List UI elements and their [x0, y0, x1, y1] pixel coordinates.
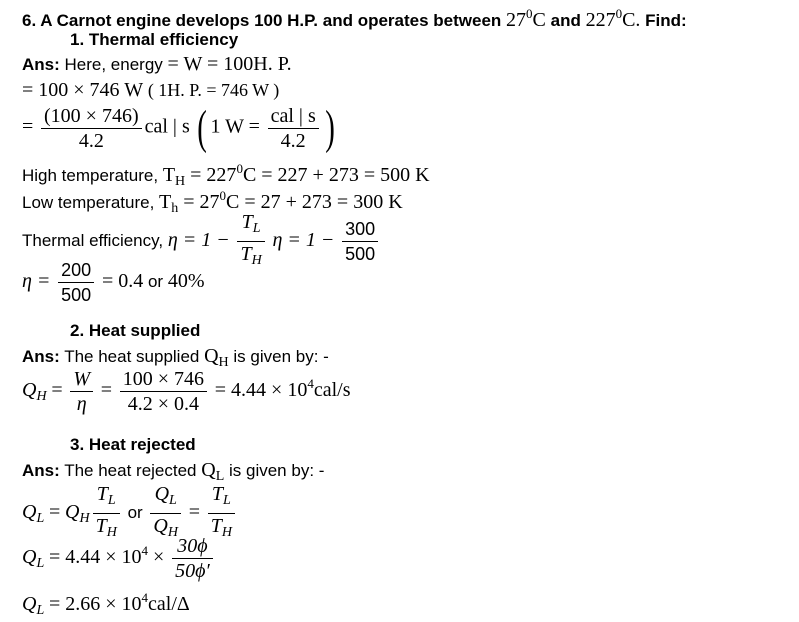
high-eq: = 227 [190, 164, 237, 186]
denominator: 500 [61, 285, 92, 305]
part2-equation-line [22, 367, 350, 416]
intro-end: is given by: - [229, 461, 325, 480]
low-temp-label: Low temperature, [22, 193, 155, 212]
ans-label: Ans: [22, 55, 60, 74]
exponent: 4 [141, 542, 149, 558]
denominator: 4.2 [280, 129, 306, 152]
tl-t: T [96, 483, 108, 505]
unit-c: C [532, 9, 546, 31]
energy-equation: = W = 100H. P. [167, 53, 292, 75]
numerator: 30ϕ [172, 534, 213, 559]
left-paren: ( [197, 101, 208, 154]
intro-text: Here, energy [64, 55, 163, 74]
th-t: T [95, 515, 107, 537]
ql-result: = 2.66 × 10 [48, 593, 142, 615]
numerator: 300 [342, 217, 378, 242]
qh-sub: H [218, 355, 229, 370]
fraction-energy [41, 104, 142, 153]
efficiency-label: Thermal efficiency, [22, 230, 164, 250]
fraction-200-500 [58, 258, 94, 307]
question-text: 6. A Carnot engine develops 100 H.P. and operates between [22, 11, 502, 30]
ql-mid: = 4.44 × 10 [48, 545, 142, 568]
ql-lhs: Q [22, 593, 37, 615]
low-rest: C = 27 + 273 = 300 K [226, 191, 403, 213]
right-paren: ) [324, 101, 335, 154]
temp-low-value: 27 [506, 9, 527, 31]
denominator: 500 [345, 244, 376, 264]
ql-sub: L [215, 469, 225, 484]
tl-sub: L [223, 493, 231, 508]
th-t: T [210, 515, 222, 537]
eta-result: = 0.4 [101, 269, 144, 292]
degree-sup: 0 [219, 188, 227, 203]
find-text: Find: [645, 11, 687, 30]
part1-convert-line [22, 79, 279, 102]
tl-t: T [211, 483, 224, 505]
denominator: 4.2 [78, 129, 104, 152]
exponent: 4 [307, 375, 314, 391]
numerator: cal | s [268, 104, 319, 129]
fraction-300-500-cancel [172, 534, 213, 583]
th-sub: H [221, 525, 232, 540]
or-text: or [127, 502, 143, 522]
numerator: W [70, 367, 93, 392]
equals-sign: = [51, 378, 63, 401]
or-text: or [147, 271, 164, 291]
denominator: 4.2 × 0.4 [127, 393, 200, 415]
convert-equation: = 100 × 746 W [22, 79, 144, 101]
part3-heading: 3. Heat rejected [70, 435, 196, 454]
part1-heading: 1. Thermal efficiency [70, 30, 239, 49]
high-temp-label: High temperature, [22, 166, 159, 185]
denominator: η [76, 393, 87, 415]
and-text: and [550, 11, 581, 30]
qh-symbol: Q [204, 345, 219, 367]
unit: cal/s [313, 378, 351, 401]
qh-symbol: Q [65, 500, 80, 523]
degree-sup: 0 [615, 6, 623, 21]
unit-cal: cal | s [144, 115, 190, 138]
unit: cal/Δ [148, 593, 190, 615]
question-heading [22, 3, 687, 32]
ql-lhs-sub: L [36, 603, 45, 618]
high-rest: C = 227 + 273 = 500 K [242, 164, 430, 186]
ans-label: Ans: [22, 461, 60, 480]
qh-sub: H [79, 510, 90, 526]
equals-sign: = [48, 500, 61, 523]
ql-symbol: Q [201, 459, 216, 481]
tl-sub: L [252, 221, 261, 236]
ql-lhs: Q [22, 545, 37, 568]
qh-sub: H [167, 525, 178, 540]
tl-sub: h [171, 201, 179, 216]
tl-t: T [241, 211, 253, 233]
part1-energy-line [22, 53, 292, 76]
numerator: 200 [58, 258, 94, 283]
fraction-w-eta [70, 367, 93, 416]
exponent: 4 [141, 590, 149, 605]
ql-sub: L [169, 493, 177, 508]
degree-sup: 0 [236, 161, 243, 176]
ans-label: Ans: [22, 347, 60, 366]
th-sub: H [251, 253, 262, 268]
part3-result-line [22, 587, 190, 622]
th-sub: H [175, 174, 186, 189]
ql-q: Q [154, 483, 170, 505]
qh-q: Q [153, 515, 168, 537]
ql-lhs-sub: L [36, 510, 45, 526]
intro-text: The heat supplied [64, 347, 200, 366]
temp-high-value: 227 [585, 9, 616, 31]
th-symbol: T [162, 164, 176, 186]
unit-c: C. [622, 9, 641, 31]
equals-sign: = [100, 378, 113, 401]
eta-percent: 40% [167, 269, 205, 292]
efficiency-lhs: η = 1 − [167, 228, 230, 251]
degree-sup: 0 [526, 6, 533, 21]
low-eq: = 27 [183, 191, 220, 213]
qh-result: = 4.44 × 10 [214, 378, 308, 401]
eta-line [22, 258, 204, 307]
convert-paren: ( 1H. P. = 746 W ) [147, 80, 280, 100]
qh-lhs: Q [22, 378, 37, 401]
th-t: T [240, 243, 252, 265]
fraction-conversion [268, 104, 319, 153]
part2-heading: 2. Heat supplied [70, 321, 201, 340]
fraction-tl-th [237, 210, 264, 273]
times-sign: × [153, 545, 165, 568]
denominator: 50ϕ′ [175, 560, 210, 582]
numerator: 100 × 746 [120, 367, 207, 392]
intro-end: is given by: - [233, 347, 329, 366]
qh-lhs-sub: H [36, 388, 47, 404]
part1-fraction-line [22, 103, 338, 153]
ql-lhs: Q [22, 500, 37, 523]
numerator: (100 × 746) [41, 104, 142, 129]
fraction-heat-supplied [120, 367, 207, 416]
tl-sub: L [107, 493, 116, 508]
equals-sign: = [188, 500, 201, 523]
efficiency-mid: η = 1 − [272, 228, 335, 251]
eta-lhs: η = [22, 269, 51, 292]
equals-sign: = [22, 115, 34, 138]
th-sub: H [106, 525, 117, 540]
fraction-300-500 [342, 217, 378, 266]
part3-substitution-line [22, 534, 216, 583]
intro-text: The heat rejected [64, 461, 197, 480]
ql-lhs-sub: L [36, 555, 45, 571]
inner-lhs: 1 W = [210, 115, 260, 138]
tl-symbol: T [159, 191, 172, 213]
